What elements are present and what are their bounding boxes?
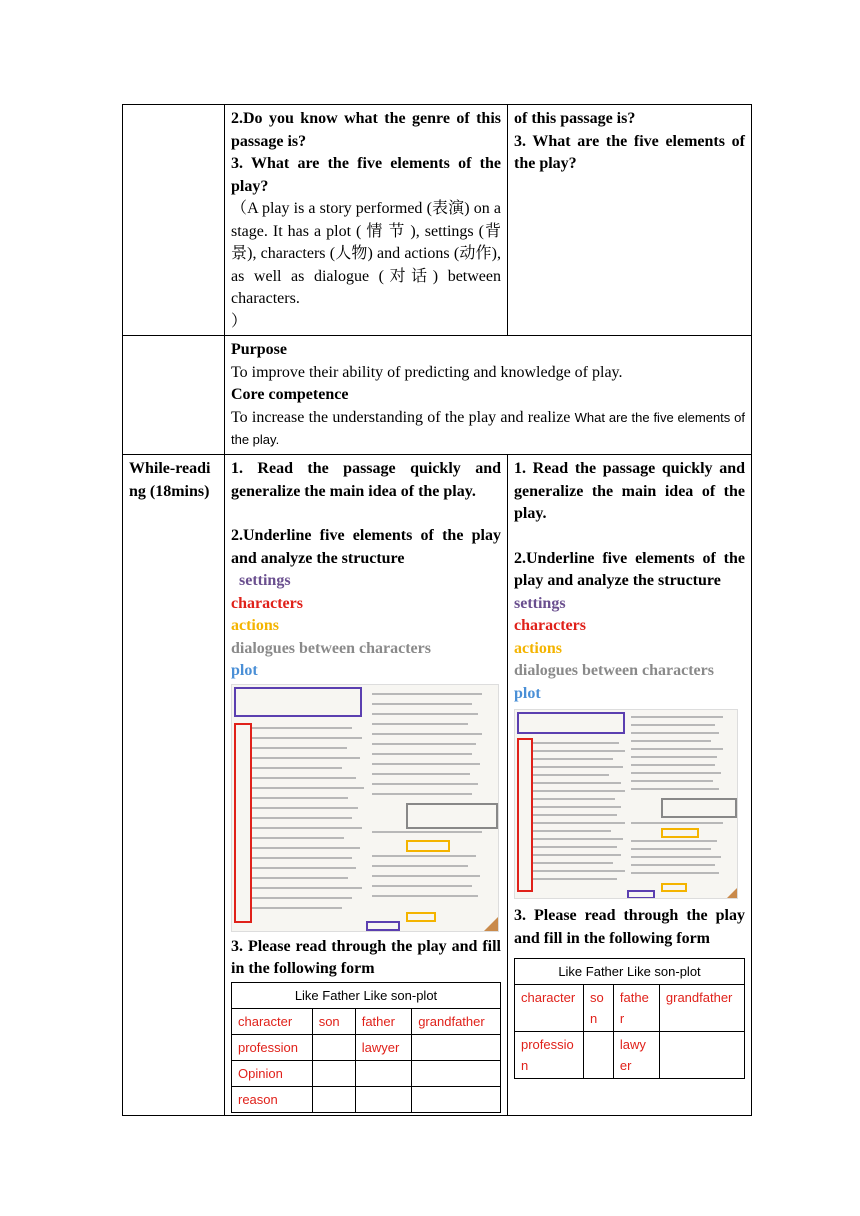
task3-right: 3. Please read through the play and fill in the following form [514,907,745,947]
element-dialogues-right: dialogues between characters [514,662,714,679]
form-cell[interactable] [312,1060,355,1086]
plot-form-right [514,958,745,1079]
form-row [232,1060,501,1086]
lesson-plan-table [122,104,752,1116]
form-cell[interactable] [355,1086,411,1112]
form-row [232,1086,501,1112]
form-row [232,1008,501,1034]
dialogue-highlight-box [661,798,737,818]
characters-highlight-box [517,738,533,892]
row-questions [123,105,752,336]
element-actions: actions [231,617,279,634]
form-cell: character [232,1008,313,1034]
element-settings: settings [239,572,291,589]
task2-right: 2.Underline five elements of the play and analyze the structure [514,549,745,589]
form-cell: profession [232,1034,313,1060]
form-cell[interactable] [584,1032,614,1079]
note-close-paren: ） [231,312,248,330]
form-cell: character [515,985,584,1032]
stage-cell-empty-1 [123,105,225,336]
form-cell[interactable] [312,1086,355,1112]
dialogue-highlight-box [406,803,498,829]
form-cell: father [613,985,659,1032]
form-cell: lawyer [613,1032,659,1079]
teacher-activities-cell [225,455,508,1116]
form-row [515,985,745,1032]
form-cell[interactable] [412,1086,501,1112]
element-settings-right: settings [514,594,566,612]
element-plot-right: plot [514,684,541,702]
question-elements-student: 3. What are the five elements of the play? [514,132,745,172]
student-questions-cell [508,105,752,336]
form-cell: Opinion [232,1060,313,1086]
teacher-questions-cell [225,105,508,336]
settings-highlight-box [517,712,625,734]
form-cell: grandfather [412,1008,501,1034]
row-while-reading [123,455,752,1116]
core-text-serif: To increase the understanding of the play and realize [231,408,571,426]
form-cell: son [584,985,614,1032]
purpose-label: Purpose [231,341,287,358]
form-cell[interactable] [412,1034,501,1060]
core-competence-label: Core competence [231,386,349,403]
form-cell: reason [232,1086,313,1112]
stage-cell [123,455,225,1116]
form-cell: profession [515,1032,584,1079]
actions-highlight-box [661,828,699,838]
question-genre-continued: of this passage is? [514,110,636,127]
form-cell[interactable] [659,1032,744,1079]
question-genre: 2.Do you know what the genre of this passage is? [231,110,501,150]
form-cell: grandfather [659,985,744,1032]
curtain-highlight-box [366,921,400,931]
play-definition-note: （A play is a story performed (表演) on a stage. It has a plot ( 情 节 ), settings (背景), characters (人物) and actions (动作), as well as dialogue (对话) between characters. [231,200,501,307]
row-purpose [123,336,752,455]
element-characters: characters [231,594,303,612]
question-elements: 3. What are the five elements of the play? [231,155,501,195]
form-row [232,1034,501,1060]
actions-highlight-box-2 [406,912,436,922]
task2-left: 2.Underline five elements of the play and analyze the structure [231,527,501,567]
element-plot: plot [231,662,258,679]
play-script-image [231,684,499,932]
form-title: Like Father Like son-plot [515,959,745,985]
form-cell: father [355,1008,411,1034]
element-characters-right: characters [514,617,586,634]
task1-left: 1. Read the passage quickly and generalize the main idea of the play. [231,460,501,500]
stage-cell-empty-2 [123,336,225,455]
form-cell[interactable] [312,1034,355,1060]
task1-right: 1. Read the passage quickly and generalize the main idea of the play. [514,460,745,522]
core-text-sans: What are the five elements of the play. [231,409,745,447]
form-cell[interactable] [412,1060,501,1086]
actions-highlight-box [406,840,450,852]
purpose-cell [225,336,752,455]
task3-left: 3. Please read through the play and fill in the following form [231,937,501,977]
characters-highlight-box [234,723,252,923]
stage-label: While-reading (18mins) [129,460,211,500]
actions-highlight-box-2 [661,883,687,892]
student-activities-cell [508,455,752,1116]
settings-highlight-box [234,687,362,717]
form-title: Like Father Like son-plot [232,982,501,1008]
play-script-image-right [514,709,738,899]
plot-form-left [231,982,501,1113]
core-competence-text [231,407,745,452]
purpose-text: To improve their ability of predicting and knowledge of play. [231,363,623,381]
element-actions-right: actions [514,639,562,657]
element-dialogues: dialogues between characters [231,639,431,657]
form-cell: lawyer [355,1034,411,1060]
curtain-highlight-box [627,890,655,899]
form-cell[interactable] [355,1060,411,1086]
form-cell: son [312,1008,355,1034]
form-row [515,1032,745,1079]
